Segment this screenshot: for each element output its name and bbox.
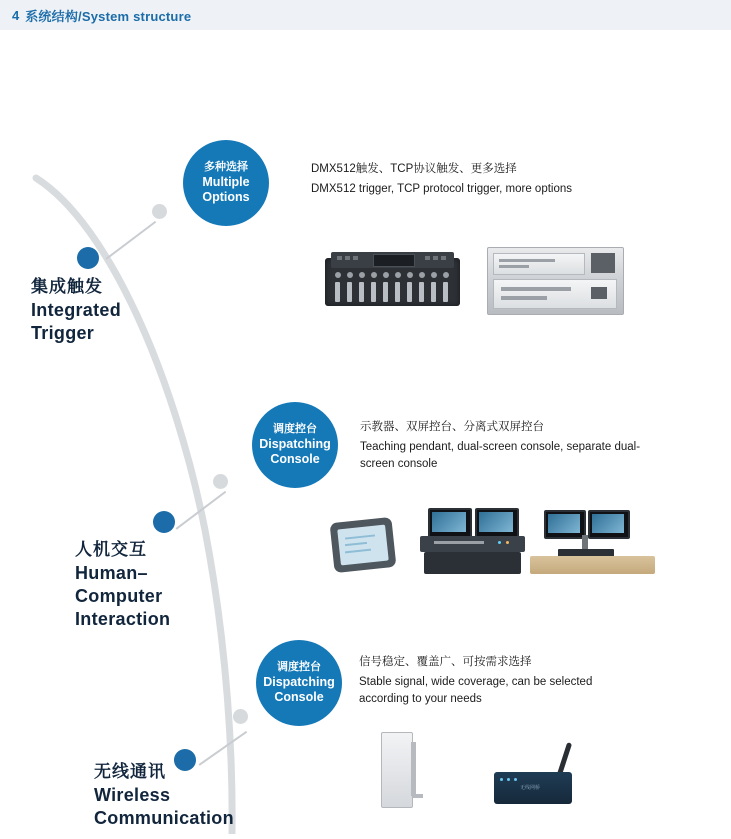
description-cn: DMX512触发、TCP协议触发、更多选择	[311, 163, 517, 175]
badge-label-en-1: Dispatching	[259, 436, 331, 451]
stage-label-en-1: Wireless	[94, 785, 171, 805]
leader-line-2	[176, 491, 226, 530]
badge-label-cn: 多种选择	[204, 160, 248, 173]
curve-node-small-2	[213, 474, 228, 489]
stage-label-en-2: Interaction	[75, 609, 171, 630]
stage-label-human-computer-interaction	[75, 535, 170, 631]
leader-line-1	[106, 221, 156, 260]
badge-dispatching-console-1[interactable]	[252, 402, 338, 488]
badge-dispatching-console-2[interactable]	[256, 640, 342, 726]
badge-label-en-1: Dispatching	[263, 674, 335, 689]
stage-label-en-2: Communication	[94, 808, 234, 829]
curve-node-big-2	[153, 511, 175, 533]
description-en: Stable signal, wide coverage, can be selected according to your needs	[359, 676, 593, 706]
stage-label-cn: 无线通讯	[94, 762, 166, 781]
stage-label-en-2: Trigger	[31, 323, 95, 344]
section-number: 4	[12, 7, 20, 23]
stage-label-integrated-trigger	[31, 272, 121, 345]
device-industrial-server	[487, 247, 622, 313]
curve-node-big-1	[77, 247, 99, 269]
description-en: DMX512 trigger, TCP protocol trigger, more options	[311, 183, 573, 195]
description-cn: 信号稳定、覆盖广、可按需求选择	[359, 656, 532, 668]
device-teaching-pendant-tablet	[330, 518, 398, 576]
stage-label-cn: 集成触发	[31, 277, 103, 296]
curve-node-small-3	[233, 709, 248, 724]
badge-label-en-2: Console	[274, 690, 324, 705]
router-label: 无线网桥	[520, 785, 541, 791]
description-wireless-communication	[359, 653, 629, 709]
description-human-computer-interaction	[360, 418, 645, 474]
device-lighting-console	[325, 250, 460, 308]
curve-node-small-1	[152, 204, 167, 219]
stage-label-en-1: Integrated	[31, 300, 122, 320]
device-dual-screen-console	[420, 508, 525, 578]
device-wireless-router	[490, 742, 600, 808]
page-title: 系统结构/System structure	[25, 8, 192, 24]
description-cn: 示教器、双屏控台、分离式双屏控台	[360, 421, 544, 433]
device-separate-dual-screen-console	[530, 510, 655, 578]
badge-multiple-options[interactable]	[183, 140, 269, 226]
badge-label-en-1: Multiple	[202, 174, 250, 189]
badge-label-en-2: Console	[270, 452, 320, 467]
device-panel-antenna	[375, 732, 427, 818]
description-integrated-trigger	[311, 160, 691, 198]
badge-label-cn: 调度控台	[277, 660, 321, 673]
badge-label-cn: 调度控台	[273, 422, 317, 435]
stage-label-cn: 人机交互	[75, 540, 147, 559]
description-en: Teaching pendant, dual-screen console, separate dual- screen console	[360, 441, 641, 471]
stage-label-wireless-communication	[94, 757, 234, 830]
stage-label-en-1: Human–Computer	[75, 563, 163, 607]
badge-label-en-2: Options	[202, 190, 250, 205]
page-header	[0, 0, 731, 30]
